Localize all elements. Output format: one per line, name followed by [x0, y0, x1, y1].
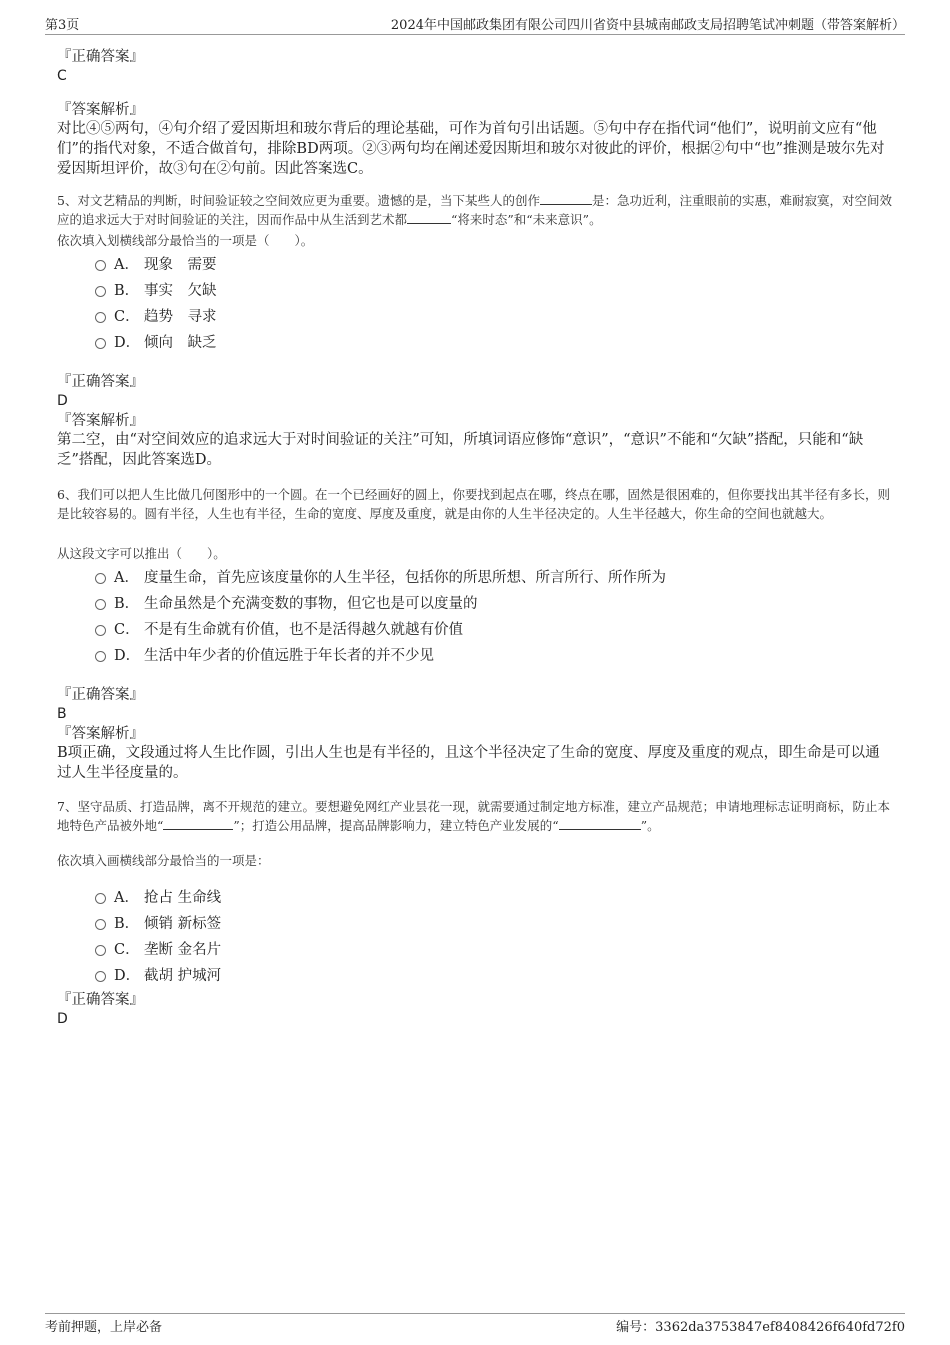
- option-text: 倾向 缺乏: [144, 334, 217, 351]
- q6-option-c[interactable]: [95, 615, 666, 641]
- q4-answer-label: 『正确答案』: [57, 49, 144, 65]
- option-letter: B．: [114, 915, 140, 932]
- option-letter: B．: [114, 595, 140, 612]
- q7-stem-part-2: ”；打造公用品牌，提高品牌影响力，建立特色产业发展的“: [233, 818, 559, 833]
- q7-stem: [57, 797, 893, 835]
- option-text: 倾销 新标签: [144, 915, 222, 932]
- q5-options: [95, 250, 217, 354]
- option-letter: D．: [114, 967, 141, 984]
- q7-blank-1: [163, 829, 233, 830]
- q6-option-d[interactable]: [95, 641, 666, 667]
- q6-options: [95, 563, 666, 667]
- q7-options: [95, 883, 221, 987]
- q5-answer-label: 『正确答案』: [57, 374, 144, 390]
- page-header: [45, 14, 905, 35]
- q7-answer-label: 『正确答案』: [57, 992, 144, 1008]
- option-letter: C．: [114, 308, 140, 325]
- option-text: 度量生命，首先应该度量你的人生半径，包括你的所思所想、所言所行、所作所为: [144, 569, 666, 586]
- document-code: 编号：3362da3753847ef8408426f640fd72f0: [616, 1320, 905, 1335]
- radio-icon[interactable]: [95, 945, 106, 956]
- q5-stem-part-2: 是：急功近利，注重眼前的实惠，难耐寂寞，对空间效应的追求远大于对时间验证的关注，因而作品中从生活到艺术都: [57, 193, 892, 227]
- q6-stem: 6、我们可以把人生比做几何图形中的一个圆。在一个已经画好的圆上，你要找到起点在哪，终点在哪，固然是很困难的，但你要找出其半径有多长，则是比较容易的。圆有半径，人生也有半径，生命的宽度、厚度及重度，就是由你的人生半径决定的。人生半径越大，你生命的空间也就越大。: [57, 487, 890, 521]
- q5-blank-1: [540, 204, 592, 205]
- q5-option-c[interactable]: [95, 302, 217, 328]
- option-text: 生活中年少者的价值远胜于年长者的并不少见: [144, 647, 434, 664]
- radio-icon[interactable]: [95, 286, 106, 297]
- q7-prompt: 依次填入画横线部分最恰当的一项是：: [57, 853, 270, 868]
- q6-analysis: B项正确，文段通过将人生比作圆，引出人生也是有半径的，且这个半径决定了生命的宽度、厚度及重度的观点，即生命是可以通过人生半径度量的。: [57, 745, 880, 781]
- q7-stem-part-1: 7、坚守品质、打造品牌，离不开规范的建立。要想避免网红产业昙花一现，就需要通过制定地方标准，建立产品规范；申请地理标志证明商标，防止本地特色产品被外地“: [57, 799, 890, 833]
- q7-stem-part-3: ”。: [640, 818, 660, 833]
- q5-stem: [57, 191, 893, 229]
- option-text: 生命虽然是个充满变数的事物，但它也是可以度量的: [144, 595, 478, 612]
- option-letter: A．: [114, 569, 139, 586]
- q6-answer: B: [57, 706, 67, 722]
- radio-icon[interactable]: [95, 573, 106, 584]
- q4-analysis: 对比④⑤两句，④句介绍了爱因斯坦和玻尔背后的理论基础，可作为首句引出话题。⑤句中存在指代词“他们”，说明前文应有“他们”的指代对象，不适合做首句，排除BD两项。②③两句均在阐述爱因斯坦和玻尔对彼此的评价，根据②句中“也”推测是玻尔先对爱因斯坦评价，故③句在②句前。因此答案选C。: [57, 121, 885, 177]
- option-text: 不是有生命就有价值，也不是活得越久就越有价值: [144, 621, 463, 638]
- radio-icon[interactable]: [95, 651, 106, 662]
- q5-prompt: 依次填入划横线部分最恰当的一项是（ ）。: [57, 233, 314, 248]
- option-text: 截胡 护城河: [144, 967, 222, 984]
- footer-slogan: 考前押题，上岸必备: [45, 1320, 163, 1335]
- radio-icon[interactable]: [95, 893, 106, 904]
- option-letter: B．: [114, 282, 140, 299]
- option-text: 事实 欠缺: [144, 282, 217, 299]
- option-letter: D．: [114, 334, 141, 351]
- q7-option-c[interactable]: [95, 935, 221, 961]
- q5-answer: D: [57, 393, 68, 409]
- radio-icon[interactable]: [95, 599, 106, 610]
- option-letter: A．: [114, 889, 139, 906]
- radio-icon[interactable]: [95, 919, 106, 930]
- document-title: 2024年中国邮政集团有限公司四川省资中县城南邮政支局招聘笔试冲刺题（带答案解析）: [390, 18, 905, 33]
- q7-answer: D: [57, 1011, 68, 1027]
- q7-blank-2: [559, 829, 641, 830]
- q5-option-d[interactable]: [95, 328, 217, 354]
- q7-option-b[interactable]: [95, 909, 221, 935]
- q6-answer-label: 『正确答案』: [57, 687, 144, 703]
- q6-prompt: 从这段文字可以推出（ ）。: [57, 546, 226, 561]
- q6-analysis-label: 『答案解析』: [57, 726, 144, 742]
- page-footer: [45, 1313, 905, 1335]
- option-letter: C．: [114, 941, 140, 958]
- q5-option-b[interactable]: [95, 276, 217, 302]
- q5-stem-part-3: “将来时态”和“未来意识”。: [451, 212, 602, 227]
- option-letter: C．: [114, 621, 140, 638]
- q4-analysis-label: 『答案解析』: [57, 102, 144, 118]
- q7-option-a[interactable]: [95, 883, 221, 909]
- radio-icon[interactable]: [95, 625, 106, 636]
- option-text: 现象 需要: [144, 256, 217, 273]
- option-letter: D．: [114, 647, 141, 664]
- q7-option-d[interactable]: [95, 961, 221, 987]
- q4-answer: C: [57, 68, 67, 84]
- radio-icon[interactable]: [95, 312, 106, 323]
- option-text: 抢占 生命线: [144, 889, 222, 906]
- option-text: 趋势 寻求: [144, 308, 217, 325]
- q5-analysis-label: 『答案解析』: [57, 413, 144, 429]
- page-number: 第3页: [45, 18, 80, 33]
- q5-stem-part-1: 5、对文艺精品的判断，时间验证较之空间效应更为重要。遗憾的是，当下某些人的创作: [57, 193, 540, 208]
- radio-icon[interactable]: [95, 260, 106, 271]
- q5-analysis: 第二空，由“对空间效应的追求远大于对时间验证的关注”可知，所填词语应修饰“意识”，“意识”不能和“欠缺”搭配，只能和“缺乏”搭配，因此答案选D。: [57, 432, 864, 468]
- option-text: 垄断 金名片: [144, 941, 222, 958]
- option-letter: A．: [114, 256, 139, 273]
- radio-icon[interactable]: [95, 971, 106, 982]
- q5-option-a[interactable]: [95, 250, 217, 276]
- radio-icon[interactable]: [95, 338, 106, 349]
- q5-blank-2: [407, 223, 451, 224]
- q6-option-b[interactable]: [95, 589, 666, 615]
- q6-option-a[interactable]: [95, 563, 666, 589]
